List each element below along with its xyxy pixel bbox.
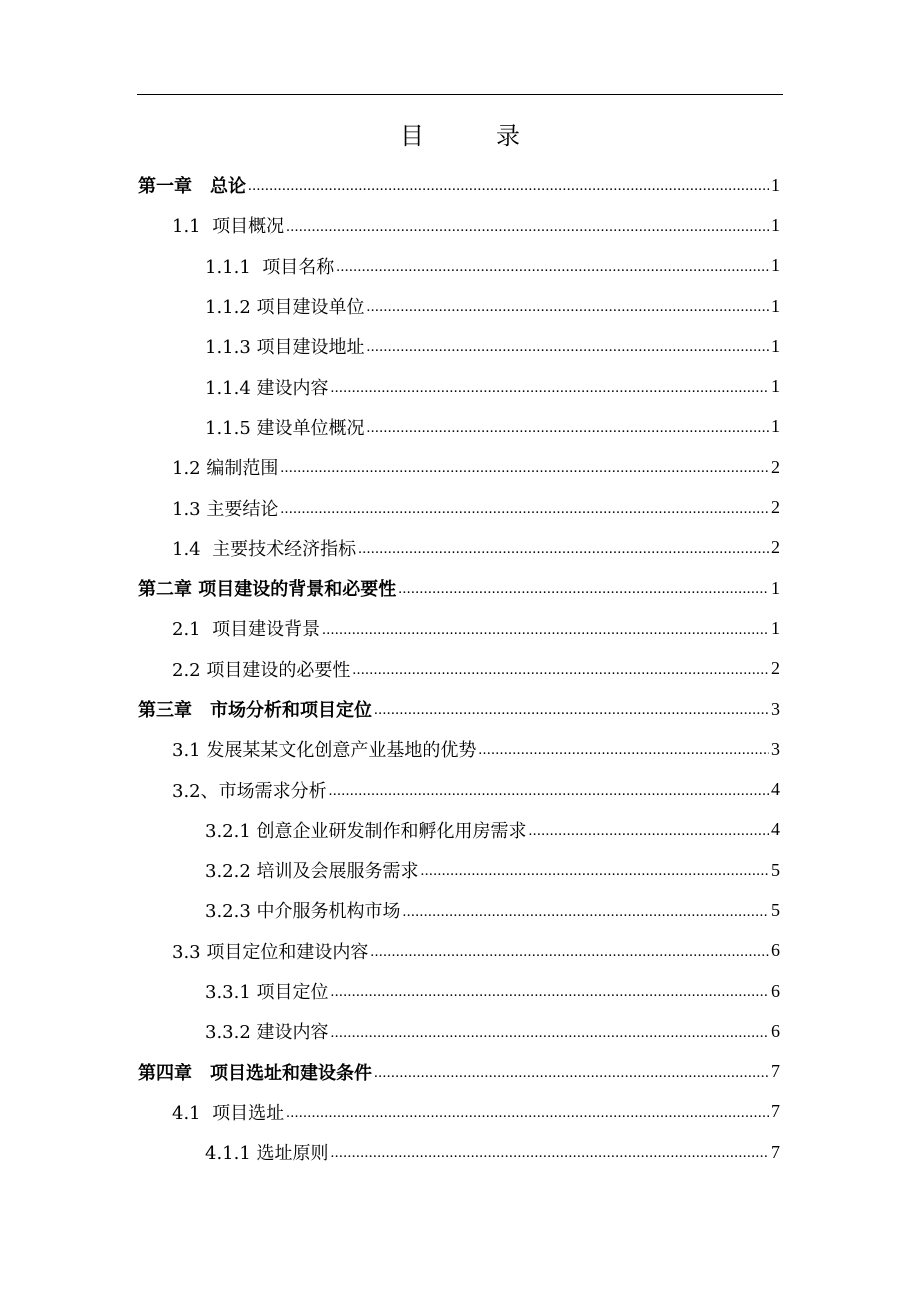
toc-page-number: 1	[771, 295, 780, 316]
toc-page-number: 6	[771, 980, 780, 1001]
toc-dot-leader	[370, 945, 769, 971]
toc-entry[interactable]	[0, 1052, 920, 1092]
toc-dot-leader	[367, 340, 769, 366]
toc-dot-leader	[367, 421, 769, 447]
toc-entry-label: 1.2 编制范围	[172, 458, 279, 480]
toc-page-number: 1	[771, 416, 780, 437]
toc-entry[interactable]	[0, 1132, 920, 1172]
toc-entry[interactable]	[0, 931, 920, 971]
toc-entry-label: 4.1 项目选址	[172, 1102, 285, 1124]
toc-page-number: 7	[771, 1141, 780, 1162]
toc-entry-label: 第一章 总论	[138, 176, 246, 198]
toc-entry-label: 1.1.3 项目建设地址	[205, 337, 365, 359]
toc-entry[interactable]	[0, 1092, 920, 1132]
toc-page-number: 1	[771, 335, 780, 356]
toc-page-number: 2	[771, 497, 780, 518]
toc-entry[interactable]	[0, 568, 920, 608]
toc-dot-leader	[367, 300, 769, 326]
toc-page-number: 6	[771, 940, 780, 961]
toc-page-number: 4	[771, 779, 780, 800]
toc-dot-leader	[280, 461, 769, 487]
toc-entry[interactable]	[0, 890, 920, 930]
toc-entry[interactable]	[0, 447, 920, 487]
toc-page-number: 7	[771, 1101, 780, 1122]
toc-page-number: 5	[771, 859, 780, 880]
toc-entry-label: 4.1.1 选址原则	[205, 1143, 329, 1165]
toc-entry-label: 1.1.5 建设单位概况	[205, 417, 365, 439]
toc-entry-label: 3.3.1 项目定位	[205, 982, 329, 1004]
header-rule	[137, 94, 783, 95]
toc-dot-leader	[322, 623, 769, 649]
toc-dot-leader	[248, 179, 769, 205]
toc-page-number: 2	[771, 456, 780, 477]
toc-page-number: 3	[771, 698, 780, 719]
toc-entry[interactable]	[0, 1011, 920, 1051]
toc-dot-leader	[529, 824, 769, 850]
toc-entry-label: 3.3 项目定位和建设内容	[172, 941, 369, 963]
toc-dot-leader	[286, 1106, 769, 1132]
toc-dot-leader	[374, 703, 769, 729]
toc-dot-leader	[398, 582, 769, 608]
toc-page-number: 1	[771, 174, 780, 195]
toc-page-number: 3	[771, 738, 780, 759]
toc-page-number: 6	[771, 1020, 780, 1041]
toc-entry[interactable]	[0, 326, 920, 366]
toc-entry[interactable]	[0, 608, 920, 648]
toc-entry[interactable]	[0, 165, 920, 205]
toc-entry[interactable]	[0, 205, 920, 245]
toc-entry-label: 1.4 主要技术经济指标	[172, 538, 357, 560]
toc-dot-leader	[421, 864, 769, 890]
toc-entry[interactable]	[0, 366, 920, 406]
toc-dot-leader	[331, 1026, 769, 1052]
toc-page-number: 1	[771, 214, 780, 235]
toc-page-number: 2	[771, 658, 780, 679]
toc-page-number: 1	[771, 376, 780, 397]
toc-dot-leader	[336, 260, 769, 286]
toc-page-number: 1	[771, 255, 780, 276]
toc-entry-label: 3.2.2 培训及会展服务需求	[205, 861, 419, 883]
toc-entry-label: 3.1 发展某某文化创意产业基地的优势	[172, 740, 477, 762]
toc-entry[interactable]	[0, 729, 920, 769]
toc-dot-leader	[331, 381, 769, 407]
toc-entry[interactable]	[0, 407, 920, 447]
toc-entry[interactable]	[0, 649, 920, 689]
toc-entry[interactable]	[0, 689, 920, 729]
page-title: 目 录	[400, 122, 544, 150]
toc-entry-label: 1.1.2 项目建设单位	[205, 297, 365, 319]
toc-entry[interactable]	[0, 810, 920, 850]
toc-entry-label: 1.1 项目概况	[172, 216, 285, 238]
toc-page-number: 5	[771, 899, 780, 920]
toc-entry[interactable]	[0, 528, 920, 568]
toc-entry-label: 第二章 项目建设的背景和必要性	[138, 579, 397, 601]
toc-entry[interactable]	[0, 286, 920, 326]
toc-page-number: 7	[771, 1061, 780, 1082]
toc-entry-label: 3.2.3 中介服务机构市场	[205, 901, 401, 923]
toc-entry-label: 3.2、市场需求分析	[172, 780, 327, 802]
toc-page-number: 1	[771, 617, 780, 638]
toc-page-number: 4	[771, 819, 780, 840]
toc-entry[interactable]	[0, 487, 920, 527]
toc-list	[0, 165, 920, 1172]
toc-entry-label: 第三章 市场分析和项目定位	[138, 700, 372, 721]
toc-dot-leader	[329, 784, 769, 810]
toc-entry-label: 3.2.1 创意企业研发制作和孵化用房需求	[205, 820, 527, 842]
toc-dot-leader	[358, 542, 769, 568]
toc-dot-leader	[352, 663, 769, 689]
toc-dot-leader	[331, 985, 769, 1011]
toc-dot-leader	[286, 220, 769, 246]
toc-entry-label: 2.2 项目建设的必要性	[172, 659, 351, 681]
toc-entry-label: 1.3 主要结论	[172, 498, 279, 520]
toc-entry-label: 2.1 项目建设背景	[172, 619, 321, 641]
toc-entry[interactable]	[0, 850, 920, 890]
toc-dot-leader	[403, 905, 769, 931]
toc-entry-label: 1.1.4 建设内容	[205, 377, 329, 399]
toc-entry-label: 3.3.2 建设内容	[205, 1022, 329, 1044]
toc-entry-label: 1.1.1 项目名称	[205, 256, 335, 278]
toc-page-number: 2	[771, 537, 780, 558]
toc-dot-leader	[331, 1146, 769, 1172]
toc-entry[interactable]	[0, 246, 920, 286]
toc-entry[interactable]	[0, 971, 920, 1011]
toc-entry[interactable]	[0, 769, 920, 809]
toc-dot-leader	[478, 743, 769, 769]
toc-dot-leader	[280, 502, 769, 528]
toc-entry-label: 第四章 项目选址和建设条件	[138, 1062, 372, 1084]
toc-page-number: 1	[771, 577, 780, 598]
toc-dot-leader	[374, 1066, 769, 1092]
